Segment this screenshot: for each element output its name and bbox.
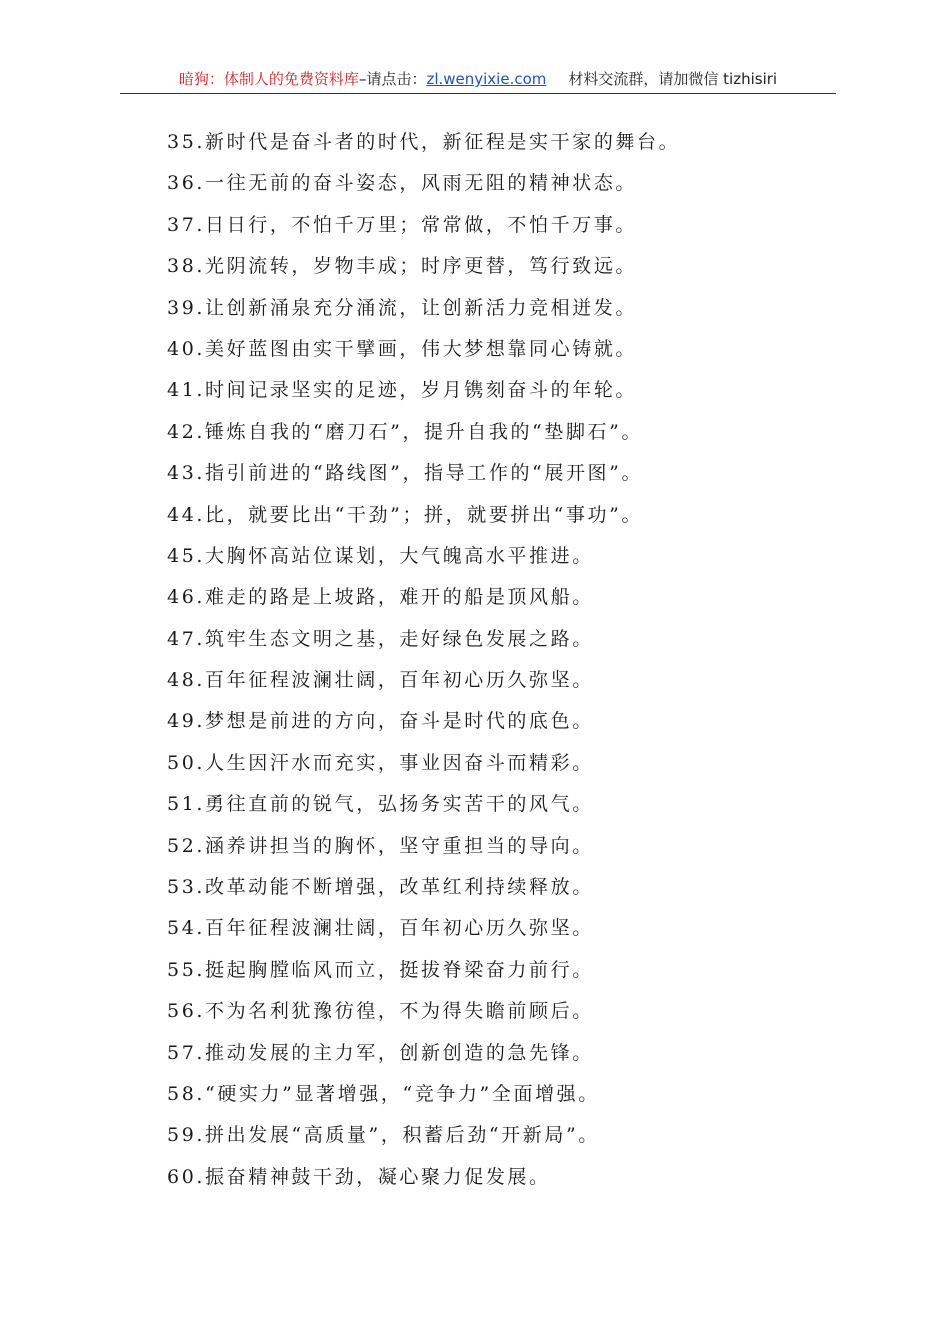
header-brand: 暗狗：体制人的免费资料库	[178, 70, 359, 88]
slogan-line: 39.让创新涌泉充分涌流，让创新活力竞相迸发。	[167, 296, 638, 319]
slogan-line: 51.勇往直前的锐气，弘扬务实苦干的风气。	[167, 793, 594, 816]
slogan-line: 57.推动发展的主力军，创新创造的急先锋。	[167, 1041, 594, 1064]
slogan-line: 59.拼出发展“高质量”，积蓄后劲“开新局”。	[167, 1124, 600, 1147]
slogan-line: 36.一往无前的奋斗姿态，风雨无阻的精神状态。	[167, 172, 638, 195]
slogan-line: 44.比，就要比出“干劲”；拼，就要拼出“事功”。	[167, 503, 644, 526]
slogan-list	[167, 122, 807, 1198]
header-divider	[120, 93, 836, 94]
page-header	[120, 68, 836, 90]
slogan-line: 38.光阴流转，岁物丰成；时序更替，笃行致远。	[167, 255, 638, 278]
slogan-line: 45.大胸怀高站位谋划，大气魄高水平推进。	[167, 544, 594, 567]
slogan-line: 46.难走的路是上坡路，难开的船是顶风船。	[167, 586, 594, 609]
slogan-line: 58.“硬实力”显著增强，“竞争力”全面增强。	[167, 1082, 600, 1105]
slogan-line: 47.筑牢生态文明之基，走好绿色发展之路。	[167, 627, 594, 650]
slogan-line: 48.百年征程波澜壮阔，百年初心历久弥坚。	[167, 669, 594, 692]
slogan-line: 37.日日行，不怕千万里；常常做，不怕千万事。	[167, 213, 638, 236]
slogan-line: 35.新时代是奋斗者的时代，新征程是实干家的舞台。	[167, 131, 681, 153]
slogan-line: 52.涵养讲担当的胸怀，坚守重担当的导向。	[167, 834, 594, 857]
slogan-line: 42.锤炼自我的“磨刀石”，提升自我的“垫脚石”。	[167, 420, 644, 443]
slogan-line: 60.振奋精神鼓干劲，凝心聚力促发展。	[167, 1165, 551, 1188]
slogan-line: 41.时间记录坚实的足迹，岁月镌刻奋斗的年轮。	[167, 379, 638, 402]
slogan-line: 54.百年征程波澜壮阔，百年初心历久弥坚。	[167, 917, 594, 940]
slogan-line: 53.改革动能不断增强，改革红利持续释放。	[167, 876, 594, 899]
slogan-line: 50.人生因汗水而充实，事业因奋斗而精彩。	[167, 751, 594, 774]
slogan-line: 56.不为名利犹豫彷徨，不为得失瞻前顾后。	[167, 1000, 594, 1023]
slogan-line: 55.挺起胸膛临风而立，挺拔脊梁奋力前行。	[167, 958, 594, 981]
slogan-line: 40.美好蓝图由实干擘画，伟大梦想靠同心铸就。	[167, 337, 638, 360]
header-group-note: 材料交流群，请加微信 tizhisiri	[568, 70, 778, 88]
header-link[interactable]: zl.wenyixie.com	[426, 70, 547, 88]
slogan-line: 43.指引前进的“路线图”，指导工作的“展开图”。	[167, 462, 644, 485]
header-prompt: –请点击：	[358, 70, 427, 88]
slogan-line: 49.梦想是前进的方向，奋斗是时代的底色。	[167, 710, 594, 733]
